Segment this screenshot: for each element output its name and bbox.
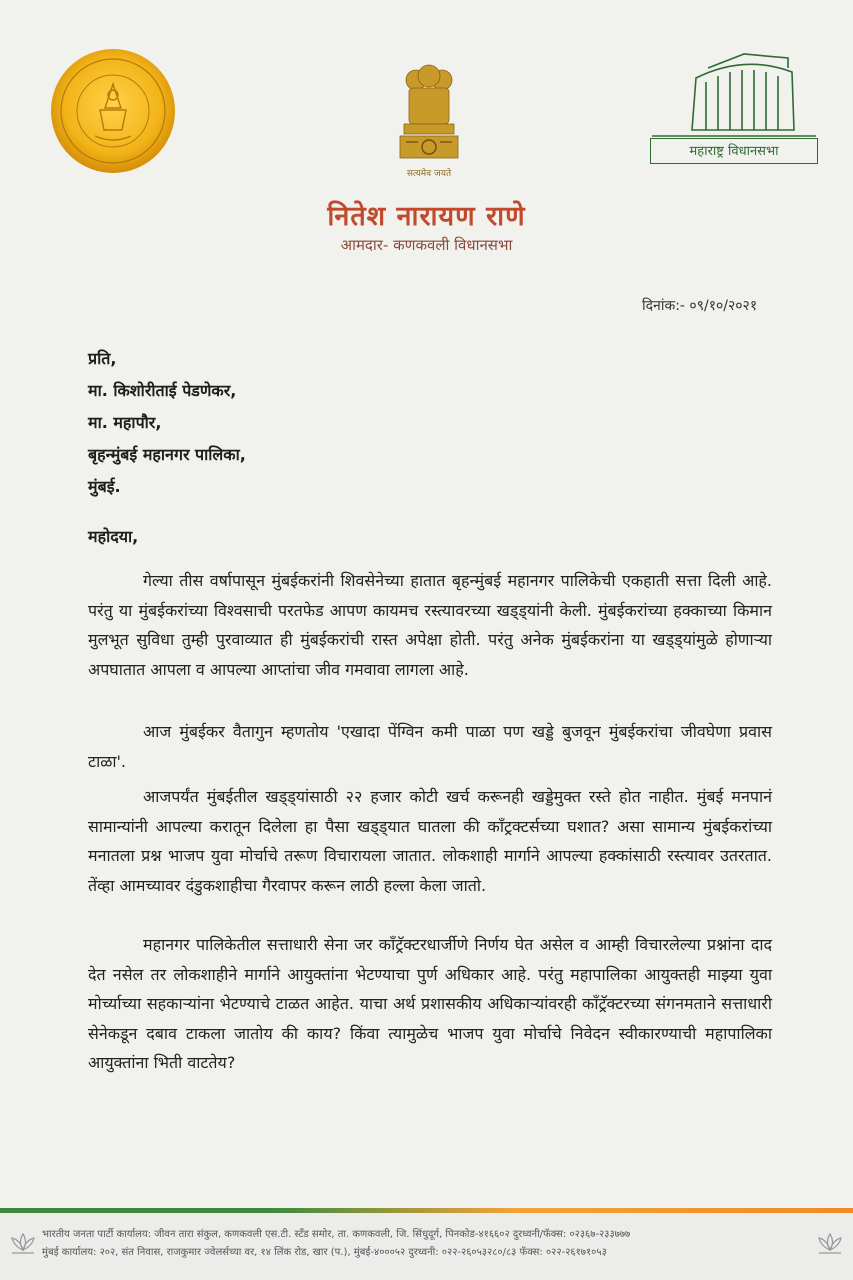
- address-line: बृहन्मुंबई महानगर पालिका,: [88, 445, 246, 464]
- letterhead-name: नितेश नारायण राणे: [327, 201, 526, 232]
- footer-address-line: मुंबई कार्यालय: २०२, संत निवास, राजकुमार ज्वेलर्सच्या वर, १४ लिंक रोड, खार (प.), मुंबई-४०००५२ दुरध्वनी: ०२२-२६०५३२८०/८३ फॅक्स: ०२२-२६१७१०५३: [42, 1247, 607, 1258]
- address-line: प्रति,: [88, 349, 117, 368]
- address-line: मुंबई.: [88, 477, 121, 496]
- lotus-icon: [8, 1228, 38, 1258]
- ashoka-emblem-icon: [396, 62, 462, 180]
- lotus-icon: [815, 1228, 845, 1258]
- address-line: मा. महापौर,: [88, 413, 162, 432]
- vidhan-sabha-label: महाराष्ट्र विधानसभा: [650, 138, 818, 164]
- body-paragraph: आज मुंबईकर वैतागुन म्हणतोय 'एखादा पेंग्विन कमी पाळा पण खड्डे बुजवून मुंबईकरांचा जीवघेणा प्रवास टाळा'.: [88, 722, 772, 771]
- body-paragraph: आजपर्यंत मुंबईतील खड्ड्यांसाठी २२ हजार कोटी खर्च करूनही खड्डेमुक्त रस्ते होत नाहीत. मुंबई मनपानं सामान्यांनी आपल्या करातून दिलेला हा पैसा खड्ड्यात घातला की कॉंट्रक्टर्सच्या घशात? असा सामान्य मुंबईकरांच्या मनातला प्रश्न भाजप युवा मोर्चाचे तरूण विचारायला जातात. लोकशाही मार्गाने आपल्या हक्कांसाठी रस्त्यावर उतरतात. तेंव्हा आमच्यावर दंडुकशाहीचा गैरवापर करून लाठी हल्ला केला जातो.: [88, 787, 772, 895]
- address-line: मा. किशोरीताई पेडणेकर,: [88, 381, 237, 400]
- emblem-caption: सत्यमेव जयते: [406, 169, 452, 179]
- salutation: महोदया,: [88, 527, 139, 546]
- letter-date: दिनांक:- ०९/१०/२०२१: [642, 298, 758, 314]
- body-paragraph: महानगर पालिकेतील सत्ताधारी सेना जर कॉंट्रॅक्टरधार्जीणे निर्णय घेत असेल व आम्ही विचारलेल्या प्रश्नांना दाद देत नसेल तर लोकशाहीने मार्गाने आयुक्तांना भेटण्याचा पुर्ण अधिकार आहे. परंतु महापालिका आयुक्तही माझ्या युवा मोर्च्याच्या सहकाऱ्यांना भेटण्याचे टाळत आहेत. याचा अर्थ प्रशासकीय अधिकाऱ्यांवरही कॉंट्रॅक्टरच्या संगनमताने सत्ताधारी सेनेकडून दबाव टाकला जातोय की काय? किंवा त्यामुळेच भाजप युवा मोर्चाचे निवेदन स्वीकारण्याची महापालिका आयुक्तांना भिती वाटतेय?: [88, 935, 772, 1073]
- letterhead-designation: आमदार- कणकवली विधानसभा: [340, 236, 513, 254]
- maharashtra-seal-icon: [50, 48, 176, 174]
- footer-address-line: भारतीय जनता पार्टी कार्यालय: जीवन तारा संकुल, कणकवली एस.टी. स्टॅंड समोर, ता. कणकवली, जि. सिंधुदूर्ग, पिनकोड-४१६६०२ दुरध्वनी/फॅक्स: ०२३६७-२३३७७७: [42, 1229, 631, 1240]
- body-paragraph: गेल्या तीस वर्षापासून मुंबईकरांनी शिवसेनेच्या हातात बृहन्मुंबई महानगर पालिकेची एकहाती सत्ता दिली आहे. परंतु या मुंबईकरांच्या विश्वसाची परतफेड आपण कायमच रस्त्यावरच्या खड्ड्यांनी केली. मुंबईकरांच्या हक्काच्या किमान मुलभूत सुविधा तुम्ही पुरवाव्यात ही मुंबईकरांची रास्त अपेक्षा होती. परंतु अनेक मुंबईकरांना या खड्ड्यांमुळे होणाऱ्या अपघातात आपला व आपल्या आप्तांचा जीव गमवावा लागला आहे.: [88, 571, 772, 679]
